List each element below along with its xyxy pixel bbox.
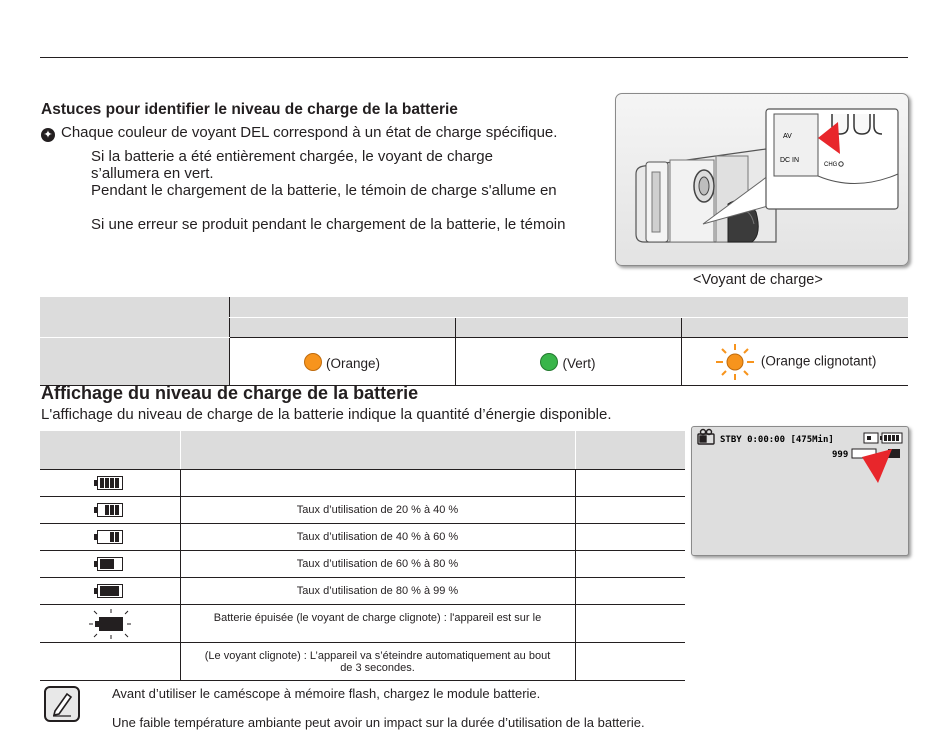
level-header-icon <box>40 431 180 470</box>
charge-row-label <box>40 338 229 386</box>
level-row <box>40 524 685 551</box>
level-row <box>40 551 685 578</box>
level-text: Taux d’utilisation de 60 % à 80 % <box>180 551 575 578</box>
level-text: (Le voyant clignote) : L’appareil va s’éteindre automatiquement au bout de 3 secondes. <box>180 643 575 681</box>
level-icon-cell <box>40 551 180 578</box>
note-2: Une faible température ambiante peut avoir un impact sur la durée d’utilisation de la batterie. <box>112 715 645 730</box>
level-time-cell <box>575 524 685 551</box>
charge-subheader-1 <box>229 318 455 338</box>
illustration-caption: <Voyant de charge> <box>693 272 823 288</box>
battery-full-icon <box>97 476 123 490</box>
lcd-screen-drawing <box>692 427 908 555</box>
level-time-cell <box>575 605 685 643</box>
level-time-cell <box>575 578 685 605</box>
camera-mode-icon <box>698 430 714 445</box>
level-time-cell <box>575 497 685 524</box>
level-icon-cell <box>40 470 180 497</box>
level-time-cell <box>575 470 685 497</box>
blinking-orange-led-icon <box>713 342 757 382</box>
level-text: Batterie épuisée (le voyant de charge clignote) : l'appareil est sur le <box>180 605 575 643</box>
chg-led <box>839 162 843 166</box>
charge-header-corner <box>40 297 229 338</box>
level-row <box>40 578 685 605</box>
level-header-time <box>575 431 685 470</box>
green-label: (Vert) <box>562 355 596 371</box>
orange-label: (Orange) <box>325 355 381 371</box>
shot-count: 999 <box>832 450 849 460</box>
charge-green-cell <box>455 338 681 386</box>
tips-line-2: s’allumera en vert. <box>91 165 214 182</box>
battery-level3-icon <box>97 503 123 517</box>
note-1: Avant d’utiliser le caméscope à mémoire flash, chargez le module batterie. <box>112 686 541 701</box>
av-label: AV <box>783 133 792 140</box>
charge-orange-cell <box>229 338 455 386</box>
charge-header-top <box>229 297 908 318</box>
camcorder-illustration <box>615 93 909 266</box>
battery-level2-icon <box>97 530 123 544</box>
level-row <box>40 497 685 524</box>
chg-label: CHG <box>824 162 838 168</box>
charge-table-header <box>40 297 908 318</box>
level-icon-cell <box>40 643 180 681</box>
battery-level1-icon <box>97 557 123 571</box>
level-text: Taux d’utilisation de 20 % à 40 % <box>180 497 575 524</box>
lcd-screen <box>691 426 909 556</box>
memory-card-icon <box>864 433 878 443</box>
level-icon-cell <box>40 578 180 605</box>
charge-subheader-3 <box>681 318 908 338</box>
level-time-cell <box>575 551 685 578</box>
level-table-header <box>40 431 685 470</box>
level-header-status <box>180 431 575 470</box>
display-intro: L'affichage du niveau de charge de la batterie indique la quantité d’énergie disponible. <box>41 406 612 423</box>
tips-line-1: Si la batterie a été entièrement chargée, le voyant de charge <box>91 148 493 165</box>
dc-in-label: DC IN <box>780 157 800 164</box>
status-readout: STBY 0:00:00 [475Min] <box>720 435 834 445</box>
battery-level-table <box>40 431 685 681</box>
level-row <box>40 643 685 681</box>
level-text: Taux d’utilisation de 40 % à 60 % <box>180 524 575 551</box>
blinking-label: (Orange clignotant) <box>760 353 877 369</box>
charge-color-table <box>40 297 908 386</box>
note-icon <box>44 686 80 722</box>
pencil-note-icon <box>46 688 78 720</box>
level-time-cell <box>575 643 685 681</box>
display-heading: Affichage du niveau de charge de la batterie <box>41 383 419 403</box>
level-icon-cell <box>40 605 180 643</box>
lcd-battery-icon <box>880 433 902 443</box>
top-rule <box>40 57 908 58</box>
camcorder-drawing <box>616 94 908 265</box>
charge-table-row <box>40 338 908 386</box>
star-bullet-icon: ✦ <box>41 128 55 142</box>
tips-line-4: Si une erreur se produit pendant le chargement de la batterie, le témoin <box>91 216 566 233</box>
level-icon-cell <box>40 497 180 524</box>
tips-star-text: Chaque couleur de voyant DEL correspond à un état de charge spécifique. <box>61 124 558 141</box>
level-text <box>180 470 575 497</box>
charge-subheader-2 <box>455 318 681 338</box>
charge-blinking-cell <box>681 338 908 386</box>
tips-line-3: Pendant le chargement de la batterie, le témoin de charge s'allume en <box>91 182 557 199</box>
level-icon-cell <box>40 524 180 551</box>
level-row <box>40 605 685 643</box>
level-text: Taux d’utilisation de 80 % à 99 % <box>180 578 575 605</box>
level-row <box>40 470 685 497</box>
battery-empty-blink-icon <box>88 608 132 640</box>
tips-heading: Astuces pour identifier le niveau de charge de la batterie <box>41 101 458 118</box>
orange-led-icon <box>304 353 322 371</box>
green-led-icon <box>540 353 558 371</box>
tips-star-line <box>41 124 557 142</box>
battery-level0-icon <box>97 584 123 598</box>
